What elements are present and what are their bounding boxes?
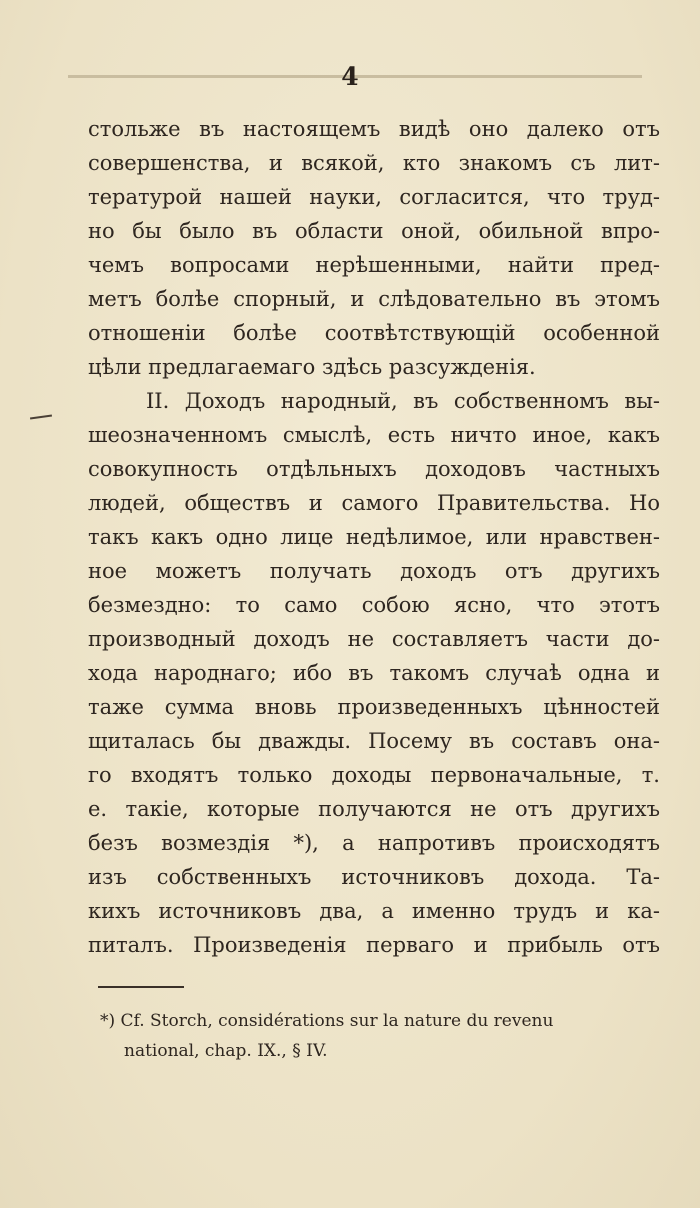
text-line: отношеніи болѣе соотвѣтствующій особенной (88, 321, 660, 345)
text-line: людей, обществъ и самого Правительства. Но (88, 491, 660, 515)
text-line: цѣли предлагаемаго здѣсь разсужденія. (88, 355, 536, 379)
footnote-line: national, chap. IX., § IV. (124, 1041, 328, 1061)
text-line: стольже въ настоящемъ видѣ оно далеко отъ (88, 117, 660, 141)
footnote-rule (98, 986, 184, 988)
text-line: ное можетъ получать доходъ отъ другихъ (88, 559, 660, 583)
text-line: метъ болѣе спорный, и слѣдовательно въ этомъ (88, 287, 660, 311)
body-text (88, 112, 660, 962)
text-line: безмездно: то само собою ясно, что этотъ (88, 593, 660, 617)
text-line: кихъ источниковъ два, а именно трудъ и ка- (88, 899, 660, 923)
footnote (100, 1006, 670, 1066)
paragraph-start-line: II. Доходъ народный, въ собственномъ вы- (146, 389, 660, 413)
text-line: совокупность отдѣльныхъ доходовъ частныхъ (88, 457, 660, 481)
text-line: изъ собственныхъ источниковъ дохода. Та- (88, 865, 660, 889)
text-line: безъ возмездія *), а напротивъ происходятъ (88, 831, 660, 855)
text-line: таже сумма вновь произведенныхъ цѣнностей (88, 695, 660, 719)
text-line: шеозначенномъ смыслѣ, есть ничто иное, какъ (88, 423, 660, 447)
text-line: хода народнаго; ибо въ такомъ случаѣ одна и (88, 661, 660, 685)
page-number: 4 (341, 62, 359, 91)
text-line: щиталась бы дважды. Посему въ составъ она- (88, 729, 660, 753)
text-line: го входятъ только доходы первоначальные, т. (88, 763, 660, 787)
text-line: чемъ вопросами нерѣшенными, найти пред- (88, 253, 660, 277)
text-line: производный доходъ не составляетъ части до- (88, 627, 660, 651)
margin-mark (30, 414, 52, 419)
text-line: е. такіе, которые получаются не отъ другихъ (88, 797, 660, 821)
text-line: такъ какъ одно лице недѣлимое, или нравствен- (88, 525, 660, 549)
text-line: питалъ. Произведенія перваго и прибыль отъ (88, 933, 660, 957)
text-line: но бы было въ области оной, обильной впро- (88, 219, 660, 243)
text-line: тературой нашей науки, согласится, что труд- (88, 185, 660, 209)
footnote-line: *) Cf. Storch, considérations sur la nature du revenu (100, 1011, 554, 1031)
text-line: совершенства, и всякой, кто знакомъ съ лит- (88, 151, 660, 175)
